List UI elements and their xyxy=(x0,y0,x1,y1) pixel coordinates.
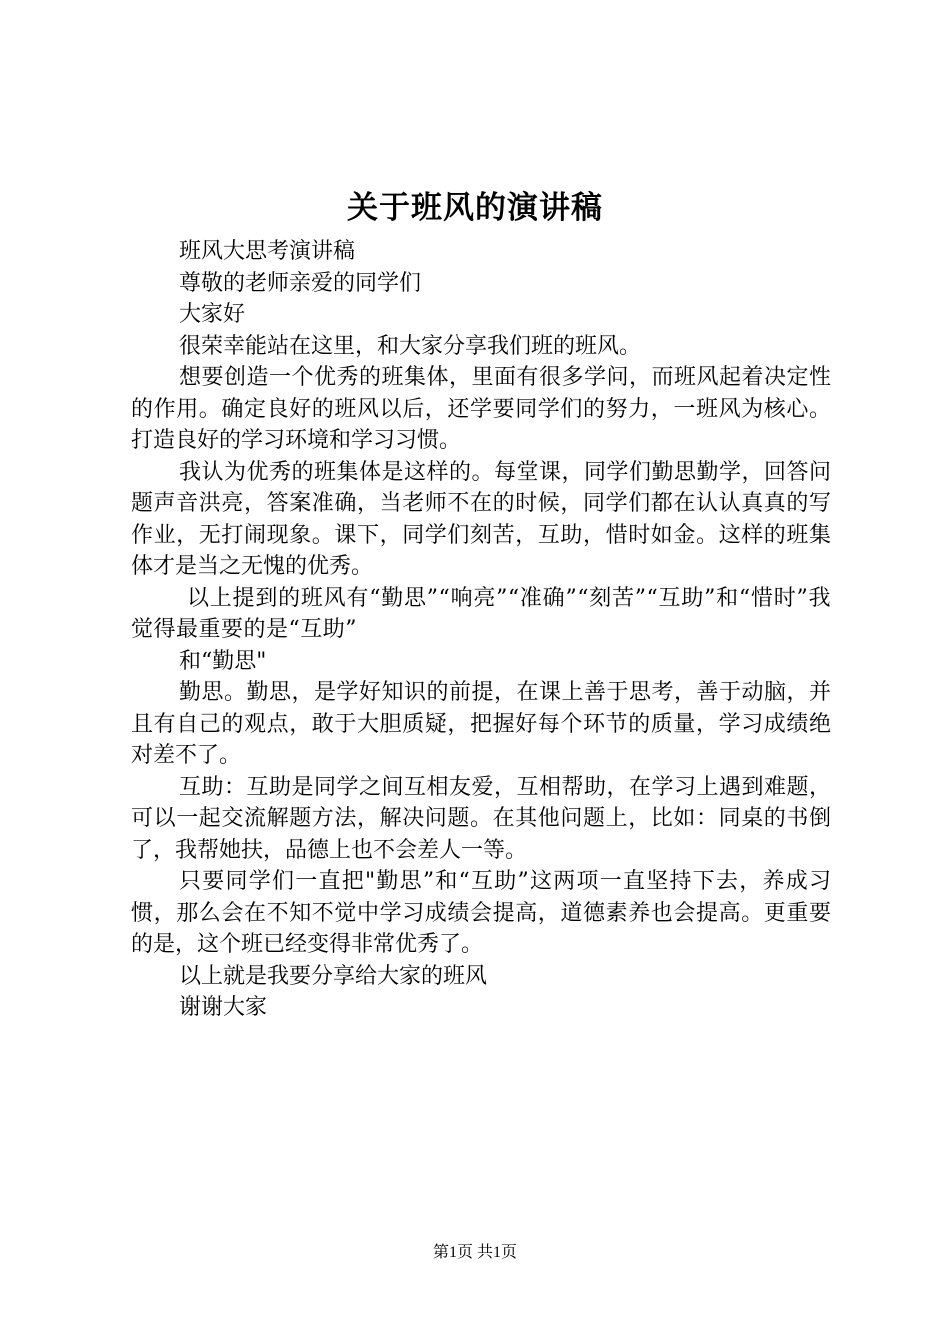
paragraph-conclusion: 只要同学们一直把"勤思”和“互助”这两项一直坚持下去，养成习惯，那么会在不知不觉中学习成绩会提高，道德素养也会提高。更重要的是，这个班已经变得非常优秀了。 xyxy=(131,869,831,957)
paragraph-closing: 以上就是我要分享给大家的班风 xyxy=(179,963,488,989)
paragraph-greeting: 大家好 xyxy=(179,302,246,327)
document-title: 关于班风的演讲稿 xyxy=(347,190,603,226)
paragraph-spirit-list: 以上提到的班风有“勤思”“响亮”“准确”“刻苦”“互助”和“惜时”我觉得最重要的是“互助” xyxy=(131,585,831,642)
paragraph-diligent-thinking: 勤思。勤思，是学好知识的前提，在课上善于思考，善于动脑，并且有自己的观点，敢于大胆质疑，把握好每个环节的质量，学习成绩绝对差不了。 xyxy=(131,680,831,768)
paragraph-excellent-class: 我认为优秀的班集体是这样的。每堂课，同学们勤思勤学，回答问题声音洪亮，答案准确，当老师不在的时候，同学们都在认认真真的写作业，无打闹现象。课下，同学们刻苦，互助，惜时如金。这样的班集体才是当之无愧的优秀。 xyxy=(131,459,831,579)
paragraph-thanks: 谢谢大家 xyxy=(179,995,268,1020)
paragraph-mutual-help: 互助：互助是同学之间互相友爱，互相帮助，在学习上遇到难题，可以一起交流解题方法，解决问题。在其他问题上，比如：同桌的书倒了，我帮她扶，品德上也不会差人一等。 xyxy=(131,774,831,863)
paragraph-class-spirit: 想要创造一个优秀的班集体，里面有很多学问，而班风起着决定性的作用。确定良好的班风以后，还学要同学们的努力，一班风为核心。打造良好的学习环境和学习习惯。 xyxy=(131,365,831,453)
paragraph-subtitle: 班风大思考演讲稿 xyxy=(179,239,356,264)
paragraph-intro: 很荣幸能站在这里，和大家分享我们班的班风。 xyxy=(179,333,642,359)
document-body xyxy=(131,236,831,1024)
paragraph-spirit-list-end: 和“勤思" xyxy=(179,648,267,674)
paragraph-salutation: 尊敬的老师亲爱的同学们 xyxy=(179,270,422,296)
page-footer: 第1页 共1页 xyxy=(432,1244,517,1261)
